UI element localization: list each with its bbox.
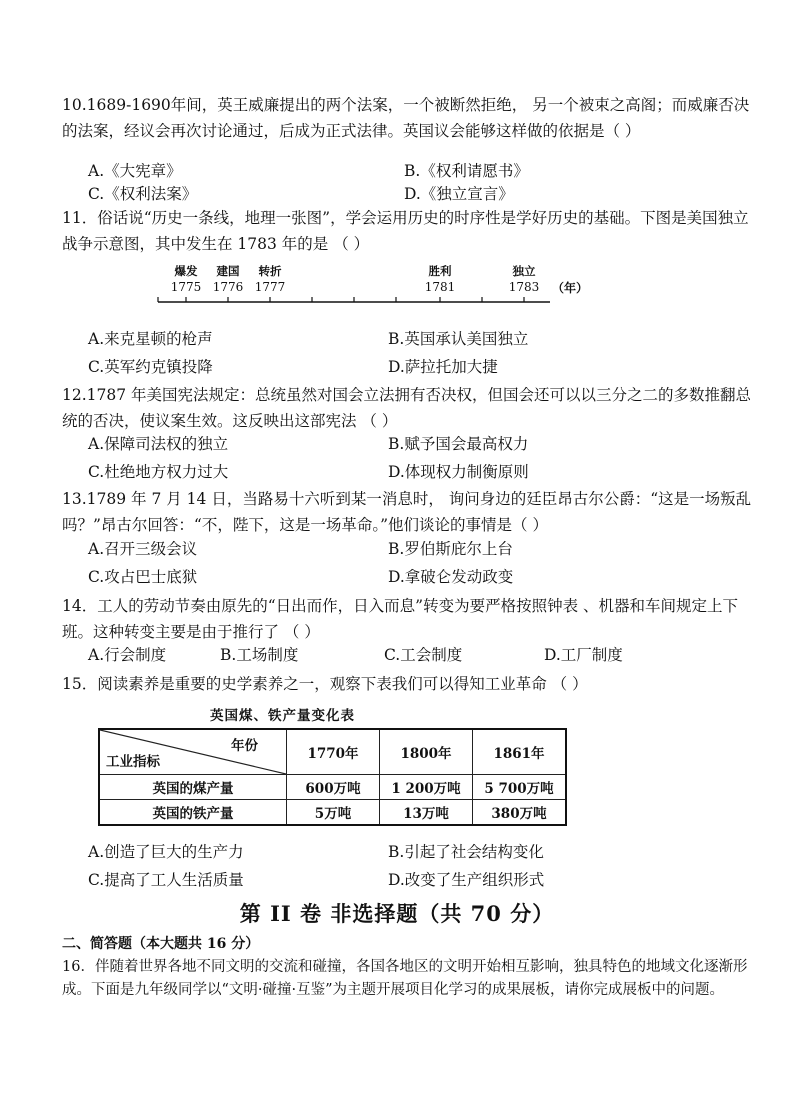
question-14-option-d: D.工厂制度 — [544, 646, 623, 664]
timeline-year-1783: 1783 — [508, 280, 540, 294]
question-11-option-d: D.萨拉托加大捷 — [388, 358, 498, 376]
question-13-option-d: D.拿破仑发动政变 — [388, 568, 514, 586]
question-11-stem: 11．俗话说“历史一条线，地理一张图”，学会运用历史的时序性是学好历史的基础。下图是美国独立战争示意图，其中发生在 1783 年的是 （ ） — [62, 209, 749, 253]
row-label-iron: 英国的铁产量 — [99, 800, 287, 826]
question-12-option-c: C.杜绝地方权力过大 — [88, 463, 229, 481]
question-13-option-b: B.罗伯斯庇尔上台 — [388, 540, 513, 558]
corner-label-year: 年份 — [231, 738, 258, 754]
table-cell: 1 200万吨 — [380, 775, 473, 800]
question-11-option-c: C.英军约克镇投降 — [88, 358, 213, 376]
question-12-option-d: D.体现权力制衡原则 — [388, 463, 529, 481]
table-header-year: 1861年 — [473, 729, 567, 775]
table-row-coal — [99, 775, 566, 800]
table-cell: 13万吨 — [380, 800, 473, 826]
question-13-option-a: A.召开三级会议 — [88, 540, 198, 558]
question-10-stem: 10.1689-1690年间，英王威廉提出的两个法案，一个被断然拒绝， 另一个被束之高阁；而威廉否决的法案，经议会再次讨论通过，后成为正式法律。英国议会能够这样做的依据是（ ） — [62, 96, 750, 140]
timeline-label-1781: 胜利 — [428, 264, 452, 278]
question-10-option-b: B.《权利请愿书》 — [404, 162, 529, 180]
table-header-row — [99, 729, 566, 775]
question-15-option-c: C.提高了工人生活质量 — [88, 871, 244, 889]
question-14-stem: 14．工人的劳动节奏由原先的“日出而作，日入而息”转变为要严格按照钟表 、机器和车间规定上下班。这种转变主要是由于推行了 （ ） — [62, 597, 739, 641]
question-15-stem: 15．阅读素养是重要的史学素养之一，观察下表我们可以得知工业革命 （ ） — [62, 675, 588, 693]
question-15-option-a: A.创造了巨大的生产力 — [88, 843, 244, 861]
question-11-option-a: A.来克星顿的枪声 — [88, 330, 213, 348]
table-title: 英国煤、铁产量变化表 — [210, 708, 355, 724]
timeline-year-1781: 1781 — [424, 280, 456, 294]
table-row-iron — [99, 800, 566, 826]
question-14-option-c: C.工会制度 — [384, 646, 463, 664]
question-14-option-a: A.行会制度 — [88, 646, 167, 664]
timeline-label-1776: 建国 — [216, 264, 240, 278]
section-subtitle: 二、简答题（本大题共 16 分） — [62, 936, 260, 952]
question-10-option-d: D.《独立宣言》 — [404, 185, 514, 203]
timeline-label-1775: 爆发 — [174, 264, 198, 278]
table-cell: 380万吨 — [473, 800, 567, 826]
timeline-year-1777: 1777 — [254, 280, 286, 294]
timeline-label-1783: 独立 — [512, 264, 536, 278]
question-14-option-b: B.工场制度 — [220, 646, 299, 664]
question-12-stem: 12.1787 年美国宪法规定：总统虽然对国会立法拥有否决权，但国会还可以以三分之二的多数推翻总统的否决，使议案生效。这反映出这部宪法 （ ） — [62, 386, 752, 430]
question-13-option-c: C.攻占巴士底狱 — [88, 568, 198, 586]
question-11-option-b: B.英国承认美国独立 — [388, 330, 529, 348]
independence-war-timeline — [150, 262, 590, 314]
question-12-option-a: A.保障司法权的独立 — [88, 435, 229, 453]
table-header-year: 1770年 — [287, 729, 380, 775]
table-corner-cell — [99, 729, 287, 775]
question-10-option-c: C.《权利法案》 — [88, 185, 198, 203]
question-16-stem: 16．伴随着世界各地不同文明的交流和碰撞，各国各地区的文明开始相互影响，独具特色的地域文化逐渐形成。下面是九年级同学以“文明·碰撞·互鉴”为主题开展项目化学习的成果展板，请你完成展板中的问题。 — [62, 959, 748, 998]
question-15-option-d: D.改变了生产组织形式 — [388, 871, 545, 889]
row-label-coal: 英国的煤产量 — [99, 775, 287, 800]
table-header-year: 1800年 — [380, 729, 473, 775]
corner-label-indicator: 工业指标 — [106, 754, 160, 770]
timeline-label-1777: 转折 — [258, 264, 282, 278]
table-cell: 5 700万吨 — [473, 775, 567, 800]
timeline-year-1776: 1776 — [212, 280, 244, 294]
coal-iron-output-table — [98, 728, 567, 826]
section-title: 第 II 卷 非选择题（共 70 分） — [239, 901, 555, 926]
timeline-year-1775: 1775 — [170, 280, 202, 294]
table-cell: 600万吨 — [287, 775, 380, 800]
question-15-option-b: B.引起了社会结构变化 — [388, 843, 544, 861]
question-12-option-b: B.赋予国会最高权力 — [388, 435, 529, 453]
timeline-unit: （年） — [552, 281, 589, 295]
question-10-option-a: A.《大宪章》 — [88, 162, 182, 180]
table-cell: 5万吨 — [287, 800, 380, 826]
question-13-stem: 13.1789 年 7 月 14 日，当路易十六听到某一消息时， 询问身边的廷臣昂古尔公爵：“这是一场叛乱吗？”昂古尔回答：“不，陛下，这是一场革命。”他们谈论的事情是（ ） — [62, 490, 752, 534]
